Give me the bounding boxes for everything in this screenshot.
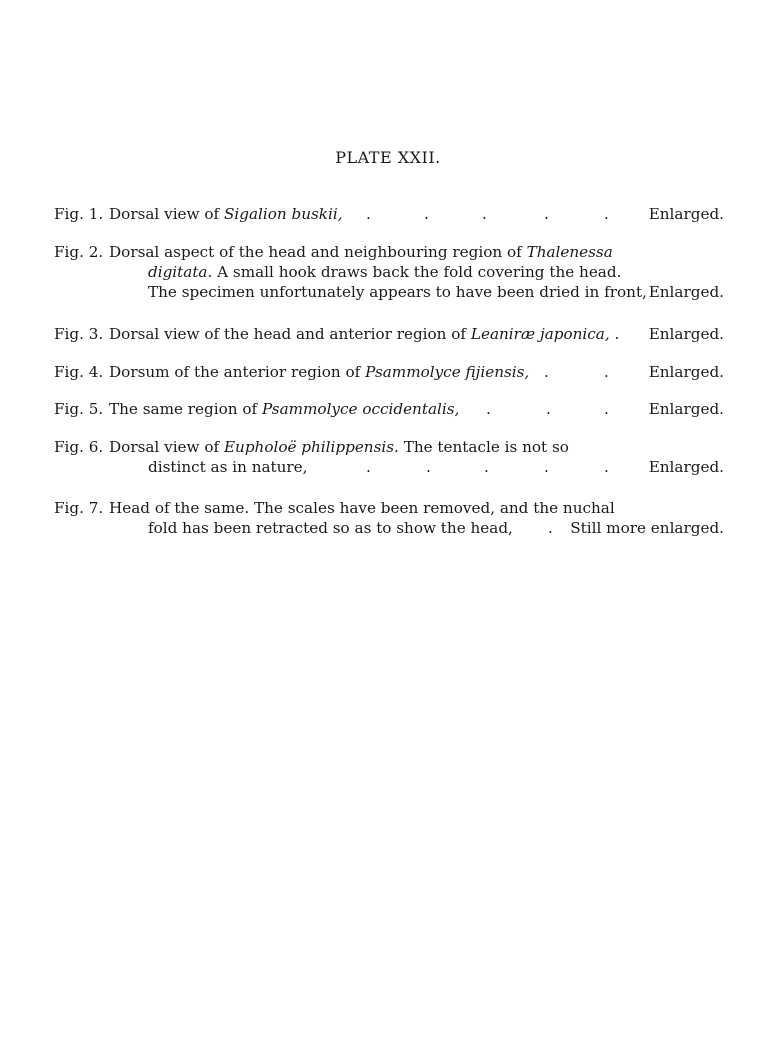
figure-scale: Enlarged. (648, 283, 724, 301)
figure-number: Fig. 6. (54, 438, 104, 456)
figure-scale: Still more enlarged. (570, 519, 724, 537)
figure-caption-line: fold has been retracted so as to show the head, (148, 519, 513, 537)
figure-caption-line: Dorsal view of Sigalion buskii, (109, 205, 343, 223)
plate-title: PLATE XXII. (335, 148, 441, 167)
figure-scale: Enlarged. (648, 325, 724, 343)
figure-entry-2 (54, 242, 724, 302)
figure-caption-line: Dorsum of the anterior region of Psammolyce fijiensis, (109, 363, 530, 381)
figure-number: Fig. 2. (54, 243, 104, 261)
figure-entry-6: Fig. 6. Dorsal view of Eupholoë philippensis. The tentacle is not so distinct as in nature, . . . . . Enlarged. (54, 438, 724, 476)
figure-caption-line: The same region of Psammolyce occidentalis, (109, 400, 460, 418)
figure-entry-3 (54, 324, 724, 344)
figure-number: Fig. 7. (54, 499, 104, 517)
figure-caption-line: Dorsal view of Eupholoë philippensis. The tentacle is not so (109, 438, 569, 456)
figure-entry-1: Fig. 1. Dorsal view of Sigalion buskii, . . . . . Enlarged. (54, 205, 724, 223)
figure-scale: Enlarged. (648, 458, 724, 476)
figure-entry-7: Fig. 7. Head of the same. The scales have been removed, and the nuchal fold has been retracted so as to show the head, . Still more enlarged. (54, 499, 724, 537)
figure-scale: Enlarged. (648, 205, 724, 223)
figure-caption-line: distinct as in nature, (148, 458, 308, 476)
figure-caption-line: Head of the same. The scales have been removed, and the nuchal (109, 499, 615, 517)
figure-caption-line: Dorsal aspect of the head and neighbouring region of Thalenessa (109, 243, 613, 261)
figure-caption-line: The specimen unfortunately appears to have been dried in front, (148, 283, 647, 301)
figure-number: Fig. 4. (54, 363, 104, 381)
figure-scale: Enlarged. (648, 363, 724, 381)
figure-caption-line: digitata. A small hook draws back the fold covering the head. (148, 263, 622, 281)
figure-entry-4: Fig. 4. Dorsum of the anterior region of Psammolyce fijiensis, . . Enlarged. (54, 363, 724, 381)
figure-number: Fig. 5. (54, 400, 104, 418)
figure-number: Fig. 1. (54, 205, 104, 223)
figure-caption-line: Dorsal view of the head and anterior region of Leaniræ japonica, . (109, 325, 620, 343)
figure-number: Fig. 3. (54, 325, 104, 343)
figure-scale: Enlarged. (648, 400, 724, 418)
figure-entry-5: Fig. 5. The same region of Psammolyce occidentalis, . . . Enlarged. (54, 400, 724, 418)
